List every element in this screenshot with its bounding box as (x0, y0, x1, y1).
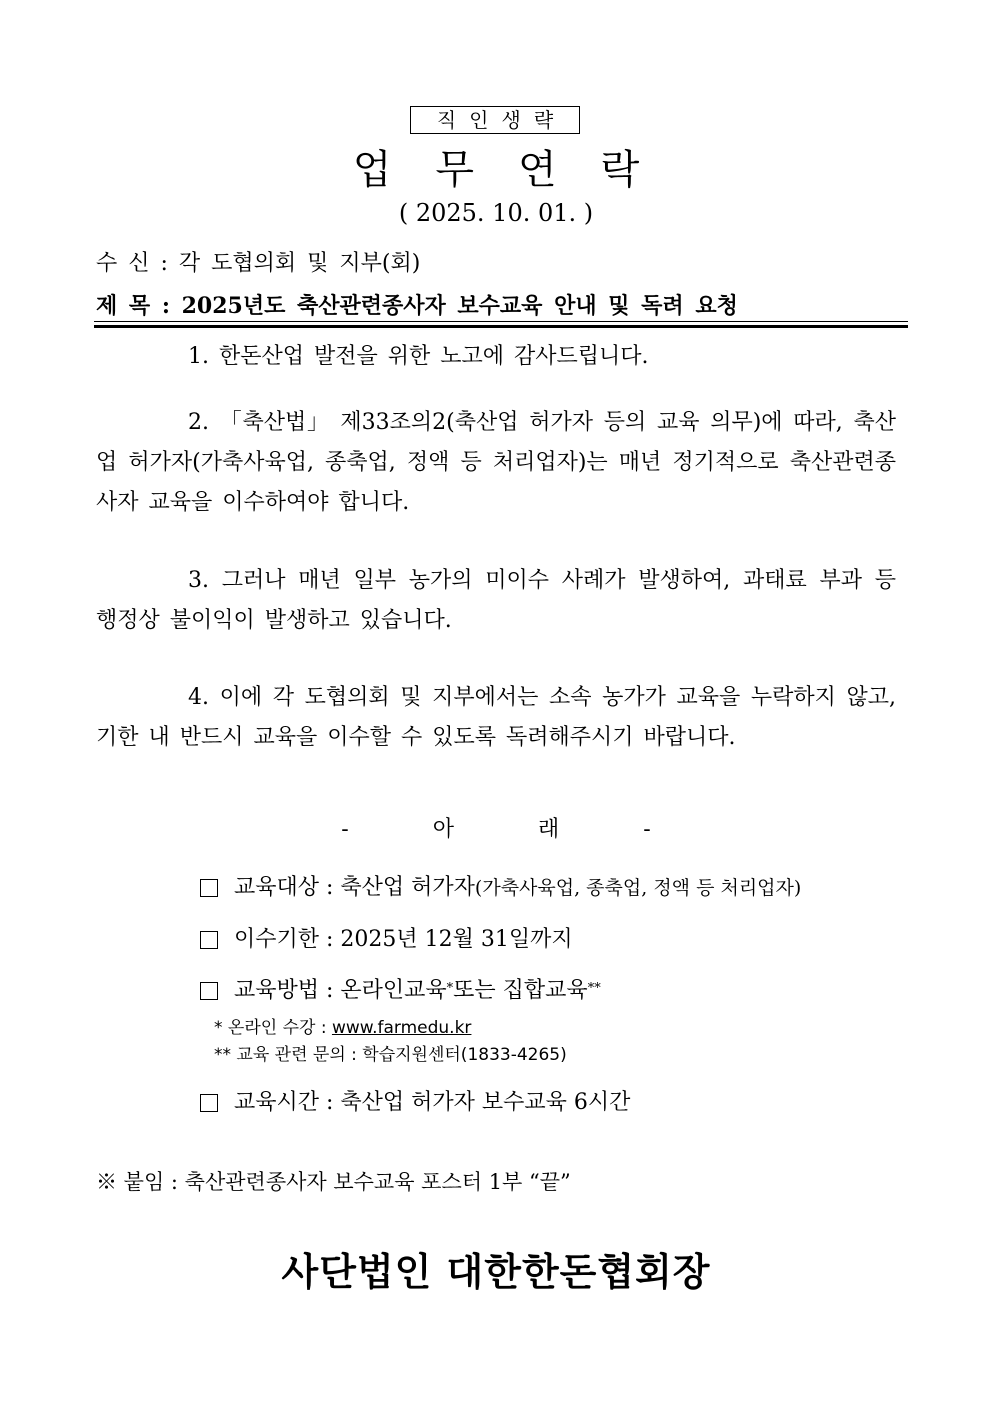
notice-word-a: 아 (432, 817, 454, 842)
item-education-hours (200, 1087, 630, 1119)
checkbox-icon (200, 982, 218, 1000)
subject-line: 제 목 : 2025년도 축산관련종사자 보수교육 안내 및 독려 요청 (96, 293, 738, 319)
farmedu-link[interactable]: www.farmedu.kr (331, 1018, 472, 1038)
notice-word-b: 래 (538, 817, 560, 842)
item-deadline (200, 924, 573, 956)
attachment-line: ※ 붙임 : 축산관련종사자 보수교육 포스터 1부 “끝” (96, 1170, 571, 1194)
recipient-line: 수 신 : 각 도협의회 및 지부(회) (96, 251, 421, 276)
document-title: 업무연락 (352, 147, 684, 193)
note-inquiry: ** 교육 관련 문의 : 학습지원센터(1833-4265) (214, 1045, 567, 1065)
subject-underline-thin (94, 321, 908, 322)
checkbox-icon (200, 931, 218, 949)
paragraph-1: 1. 한돈산업 발전을 위한 노고에 감사드립니다. (188, 344, 649, 369)
notice-dash-right: - (643, 817, 651, 842)
seal-omitted-box: 직인생략 (410, 106, 580, 134)
target-label: 교육대상 : 축산업 허가자 (234, 875, 475, 900)
signature: 사단법인 대한한돈협회장 (281, 1250, 711, 1294)
notice-dash-left: - (341, 817, 349, 842)
paragraph-3: 3. 그러나 매년 일부 농가의 미이수 사례가 발생하여, 과태료 부과 등 행정상 불이익이 발생하고 있습니다. (96, 568, 896, 633)
item-education-target (200, 872, 801, 904)
deadline-text: 이수기한 : 2025년 12월 31일까지 (234, 927, 573, 952)
document-date: ( 2025. 10. 01. ) (398, 199, 594, 227)
paragraph-2: 2. 「축산법」 제33조의2(축산업 허가자 등의 교육 의무)에 따라, 축산업 허가자(가축사육업, 종축업, 정액 등 처리업자)는 매년 정기적으로 축산관련종사자 교육을 이수하여야 합니다. (96, 410, 896, 515)
note-online (214, 1015, 471, 1041)
hours-text: 교육시간 : 축산업 허가자 보수교육 6시간 (234, 1090, 631, 1115)
checkbox-icon (200, 1094, 218, 1112)
target-detail: (가축사육업, 종축업, 정액 등 처리업자) (474, 877, 802, 899)
item-education-method (200, 975, 601, 1007)
notice-header (0, 812, 992, 848)
subject-underline-thick (94, 325, 908, 328)
method-star-2: ** (587, 981, 601, 996)
method-star-1: * (446, 981, 454, 996)
checkbox-icon (200, 879, 218, 897)
method-mid: 또는 집합교육 (453, 978, 588, 1003)
note-online-prefix: * 온라인 수강 : (214, 1018, 332, 1038)
paragraph-4: 4. 이에 각 도협의회 및 지부에서는 소속 농가가 교육을 누락하지 않고, 기한 내 반드시 교육을 이수할 수 있도록 독려해주시기 바랍니다. (96, 685, 896, 750)
method-prefix: 교육방법 : 온라인교육 (234, 978, 447, 1003)
